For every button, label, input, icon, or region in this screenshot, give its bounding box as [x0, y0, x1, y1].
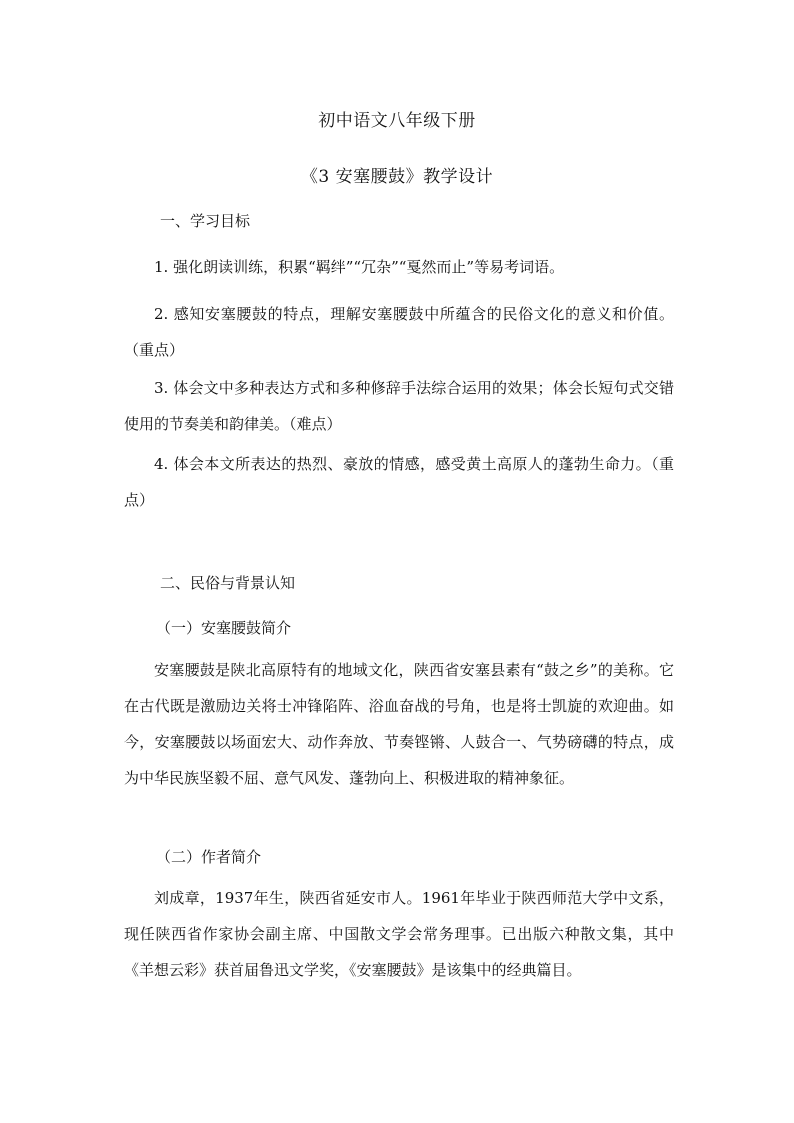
goal-item: 2. 感知安塞腰鼓的特点，理解安塞腰鼓中所蕴含的民俗文化的意义和价值。（重点）	[124, 305, 674, 359]
document-subtitle: 《3 安塞腰鼓》教学设计	[300, 167, 494, 187]
section-heading-goals: 一、学习目标	[160, 212, 251, 230]
subsection-heading-intro: （一）安塞腰鼓简介	[156, 619, 292, 637]
goal-item: 4. 体会本文所表达的热烈、豪放的情感，感受黄土高原人的蓬勃生命力。（重点）	[124, 455, 674, 509]
goal-item: 1. 强化朗读训练，积累“羁绊”“冗杂”“戛然而止”等易考词语。	[154, 258, 565, 276]
section-heading-background: 二、民俗与背景认知	[160, 574, 296, 592]
subsection-heading-author: （二）作者简介	[156, 848, 262, 866]
document-title: 初中语文八年级下册	[318, 111, 476, 131]
goal-item: 3. 体会文中多种表达方式和多种修辞手法综合运用的效果；体会长短句式交错使用的节奏美和韵律美。（难点）	[124, 379, 674, 433]
author-paragraph: 刘成章，1937年生，陕西省延安市人。1961年毕业于陕西师范大学中文系，现任陕西省作家协会副主席、中国散文学会常务理事。已出版六种散文集，其中《羊想云彩》获首届鲁迅文学奖，《安塞腰鼓》是该集中的经典篇目。	[124, 889, 674, 979]
intro-paragraph: 安塞腰鼓是陕北高原特有的地域文化，陕西省安塞县素有“鼓之乡”的美称。它在古代既是激励边关将士冲锋陷阵、浴血奋战的号角，也是将士凯旋的欢迎曲。如今，安塞腰鼓以场面宏大、动作奔放、节奏铿锵、人鼓合一、气势磅礴的特点，成为中华民族坚毅不屈、意气风发、蓬勃向上、积极进取的精神象征。	[124, 661, 674, 787]
